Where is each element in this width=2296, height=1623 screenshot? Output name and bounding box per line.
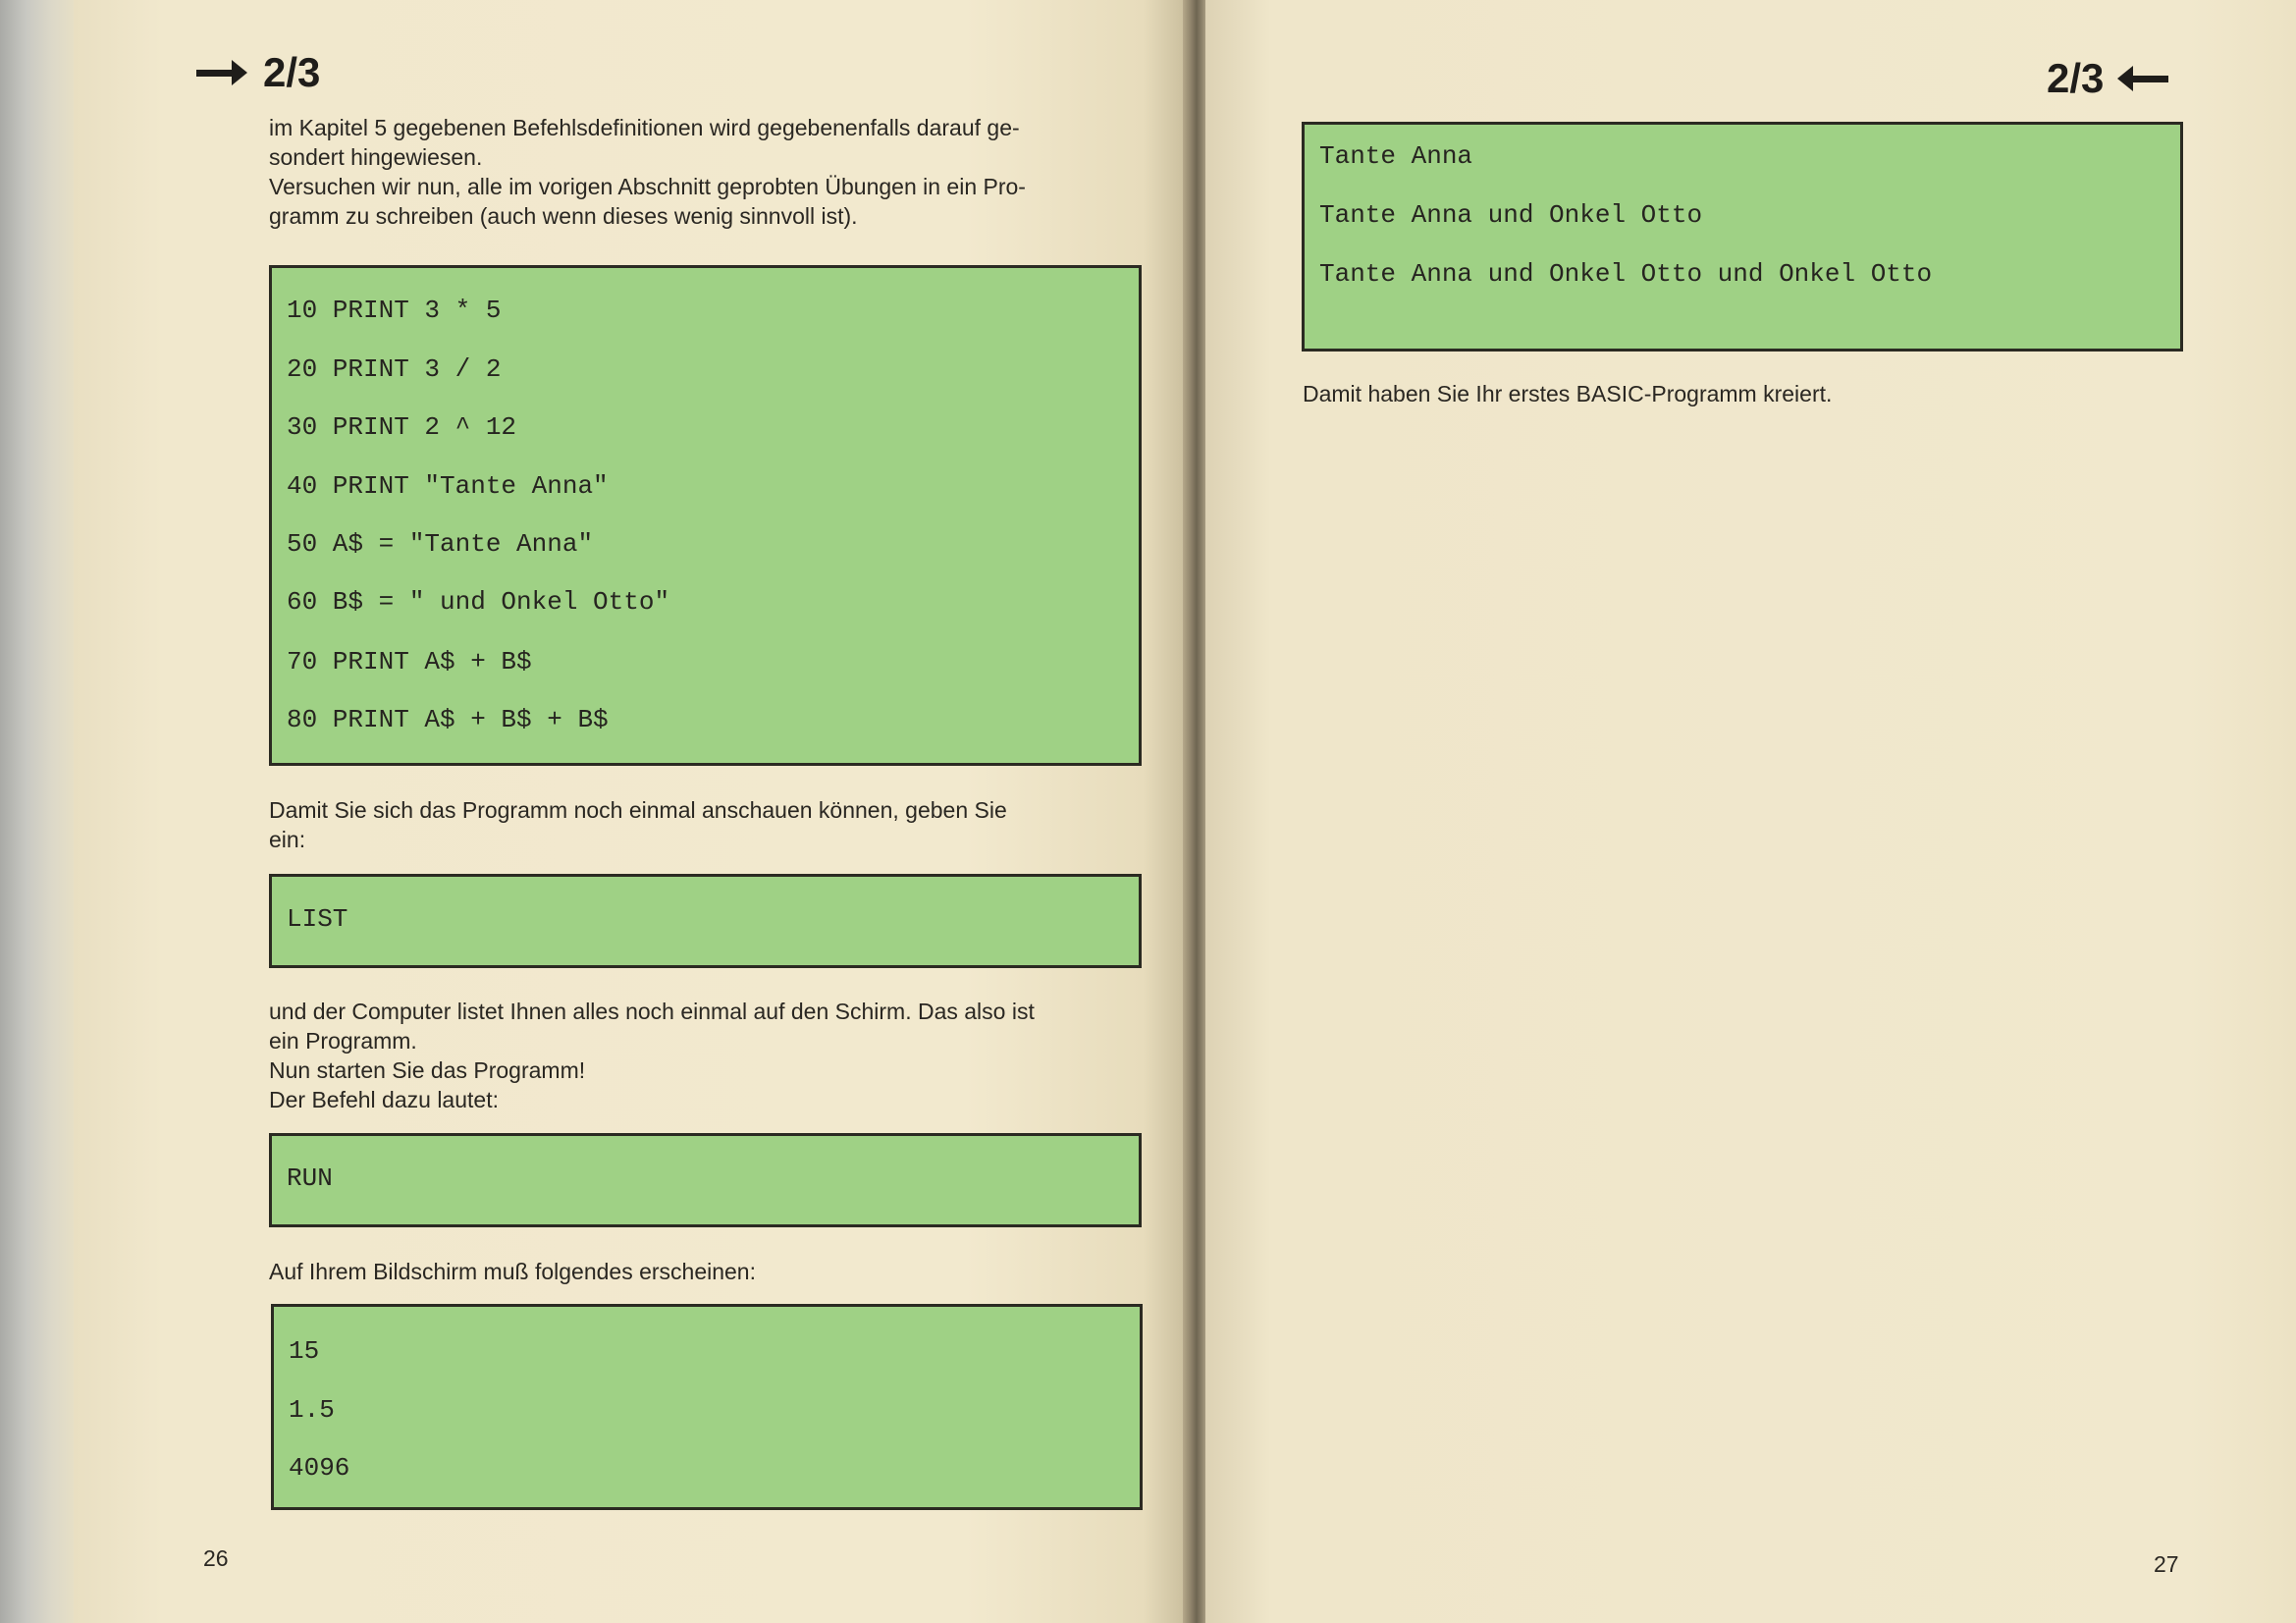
run-command-box <box>269 1133 1142 1227</box>
output-line: Tante Anna und Onkel Otto und Onkel Otto <box>1319 259 1933 289</box>
screen-output-box-text <box>1302 122 2183 352</box>
output-intro-paragraph <box>269 1257 1143 1286</box>
intro-line: gramm zu schreiben (auch wenn dieses wenig sinnvoll ist). <box>269 203 858 229</box>
output-line: 4096 <box>289 1453 350 1483</box>
run-intro-line: Nun starten Sie das Programm! <box>269 1057 586 1083</box>
run-intro-line: ein Programm. <box>269 1028 417 1054</box>
run-command: RUN <box>287 1163 333 1193</box>
run-intro-line: und der Computer listet Ihnen alles noch einmal auf den Schirm. Das also ist <box>269 999 1035 1024</box>
output-intro-line: Auf Ihrem Bildschirm muß folgendes erscheinen: <box>269 1259 756 1284</box>
closing-paragraph <box>1303 379 2166 408</box>
right-section-label: 2/3 <box>2047 55 2105 101</box>
program-line: 60 B$ = " und Onkel Otto" <box>287 587 670 617</box>
arrow-right-icon <box>196 60 247 85</box>
scan-edge <box>0 0 74 1623</box>
page-number-right: 27 <box>2154 1551 2179 1577</box>
screen-output-box-numbers <box>271 1304 1143 1510</box>
closing-line: Damit haben Sie Ihr erstes BASIC-Programm kreiert. <box>1303 381 1833 406</box>
intro-line: Versuchen wir nun, alle im vorigen Abschnitt geprobten Übungen in ein Pro- <box>269 174 1026 199</box>
program-line: 30 PRINT 2 ^ 12 <box>287 412 517 442</box>
run-intro-line: Der Befehl dazu lautet: <box>269 1087 499 1112</box>
intro-paragraph <box>269 113 1143 231</box>
arrow-left-icon <box>2117 66 2168 91</box>
program-listing-box <box>269 265 1142 766</box>
program-line: 70 PRINT A$ + B$ <box>287 647 532 676</box>
program-line: 20 PRINT 3 / 2 <box>287 354 502 384</box>
program-line: 80 PRINT A$ + B$ + B$ <box>287 705 609 734</box>
list-intro-line: ein: <box>269 827 306 852</box>
right-section-marker <box>2047 55 2168 102</box>
left-section-marker <box>196 49 320 96</box>
left-section-label: 2/3 <box>263 49 321 95</box>
output-line: Tante Anna <box>1319 141 1473 171</box>
list-command: LIST <box>287 904 348 934</box>
list-command-box <box>269 874 1142 968</box>
program-line: 50 A$ = "Tante Anna" <box>287 529 594 559</box>
output-line: 1.5 <box>289 1395 335 1425</box>
program-line: 40 PRINT "Tante Anna" <box>287 471 609 501</box>
run-intro-paragraph <box>269 997 1143 1114</box>
output-line: 15 <box>289 1336 320 1366</box>
intro-line: im Kapitel 5 gegebenen Befehlsdefinitionen wird gegebenenfalls darauf ge- <box>269 115 1020 140</box>
page-number-left: 26 <box>203 1545 229 1571</box>
program-line: 10 PRINT 3 * 5 <box>287 296 502 325</box>
list-intro-paragraph <box>269 795 1143 854</box>
list-intro-line: Damit Sie sich das Programm noch einmal anschauen können, geben Sie <box>269 797 1007 823</box>
intro-line: sondert hingewiesen. <box>269 144 483 170</box>
output-line: Tante Anna und Onkel Otto <box>1319 200 1703 230</box>
